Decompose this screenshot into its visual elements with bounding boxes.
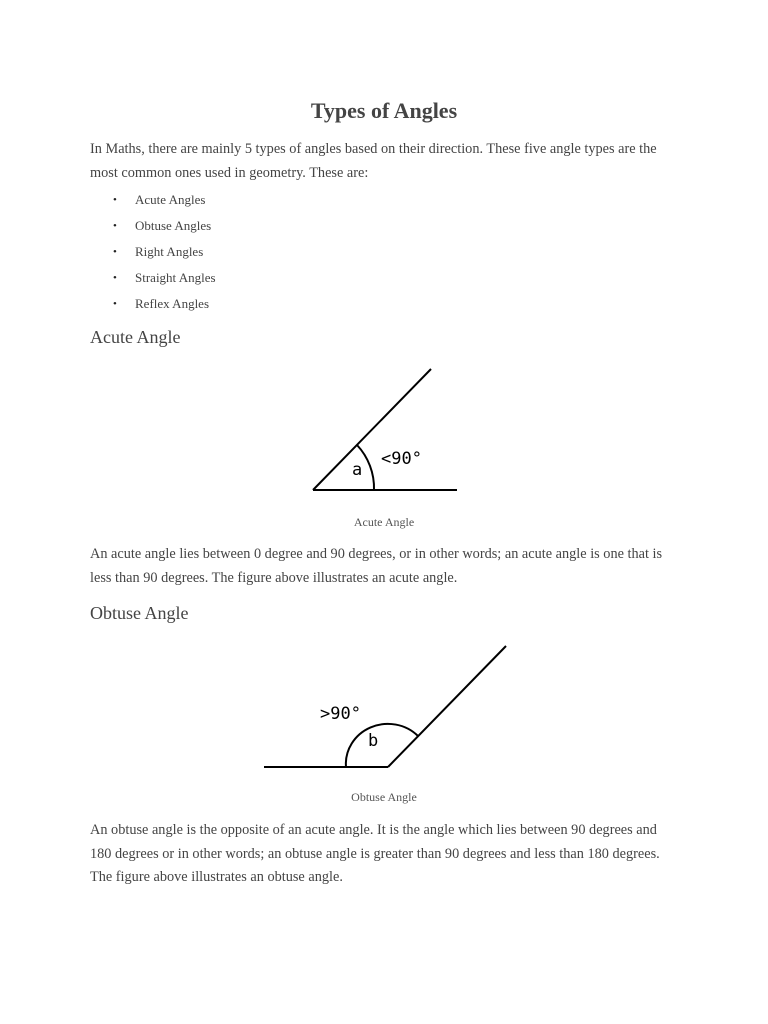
list-item — [90, 187, 216, 213]
obtuse-description: An obtuse angle is the opposite of an acute angle. It is the angle which lies between 90 degrees and 180 degrees or in other words; an obtuse angle is greater than 90 degrees and less than 180 degrees. The figure above illustrates an obtuse angle. — [90, 822, 660, 885]
bullet-icon: • — [113, 272, 117, 284]
list-item — [90, 239, 216, 265]
page-title: Types of Angles — [310, 98, 458, 123]
obtuse-figure-caption: Obtuse Angle — [351, 790, 417, 804]
acute-angle-figure — [90, 360, 678, 535]
obtuse-measure-label: >90° — [320, 704, 361, 724]
list-item-label: Obtuse Angles — [135, 218, 212, 233]
document-page — [90, 0, 678, 1024]
acute-figure-caption: Acute Angle — [353, 515, 415, 529]
acute-angle-diagram — [305, 360, 505, 500]
bullet-icon: • — [113, 194, 117, 206]
obtuse-angle-figure — [90, 640, 678, 810]
bullet-icon: • — [113, 220, 117, 232]
list-item-label: Right Angles — [135, 244, 204, 259]
list-item — [90, 265, 216, 291]
acute-vertex-label: a — [352, 460, 363, 480]
bullet-icon: • — [113, 246, 117, 258]
acute-angle-heading: Acute Angle — [90, 327, 181, 347]
bullet-icon: • — [113, 298, 117, 310]
angle-types-list — [90, 187, 216, 317]
list-item — [90, 213, 216, 239]
list-item-label: Straight Angles — [135, 270, 216, 285]
acute-description: An acute angle lies between 0 degree and 90 degrees, or in other words; an acute angle is one that is less than 90 degrees. The figure above illustrates an acute angle. — [90, 546, 663, 586]
intro-paragraph: In Maths, there are mainly 5 types of angles based on their direction. These five angle types are the most common ones used in geometry. These are: — [90, 141, 657, 181]
list-item-label: Reflex Angles — [135, 296, 210, 311]
list-item-label: Acute Angles — [135, 192, 206, 207]
obtuse-angle-arc — [346, 724, 418, 767]
obtuse-angle-diagram — [260, 640, 520, 780]
obtuse-upper-ray — [388, 646, 506, 767]
acute-measure-label: <90° — [381, 449, 422, 469]
obtuse-vertex-label: b — [368, 731, 379, 751]
list-item — [90, 291, 216, 317]
obtuse-angle-heading: Obtuse Angle — [90, 603, 189, 623]
